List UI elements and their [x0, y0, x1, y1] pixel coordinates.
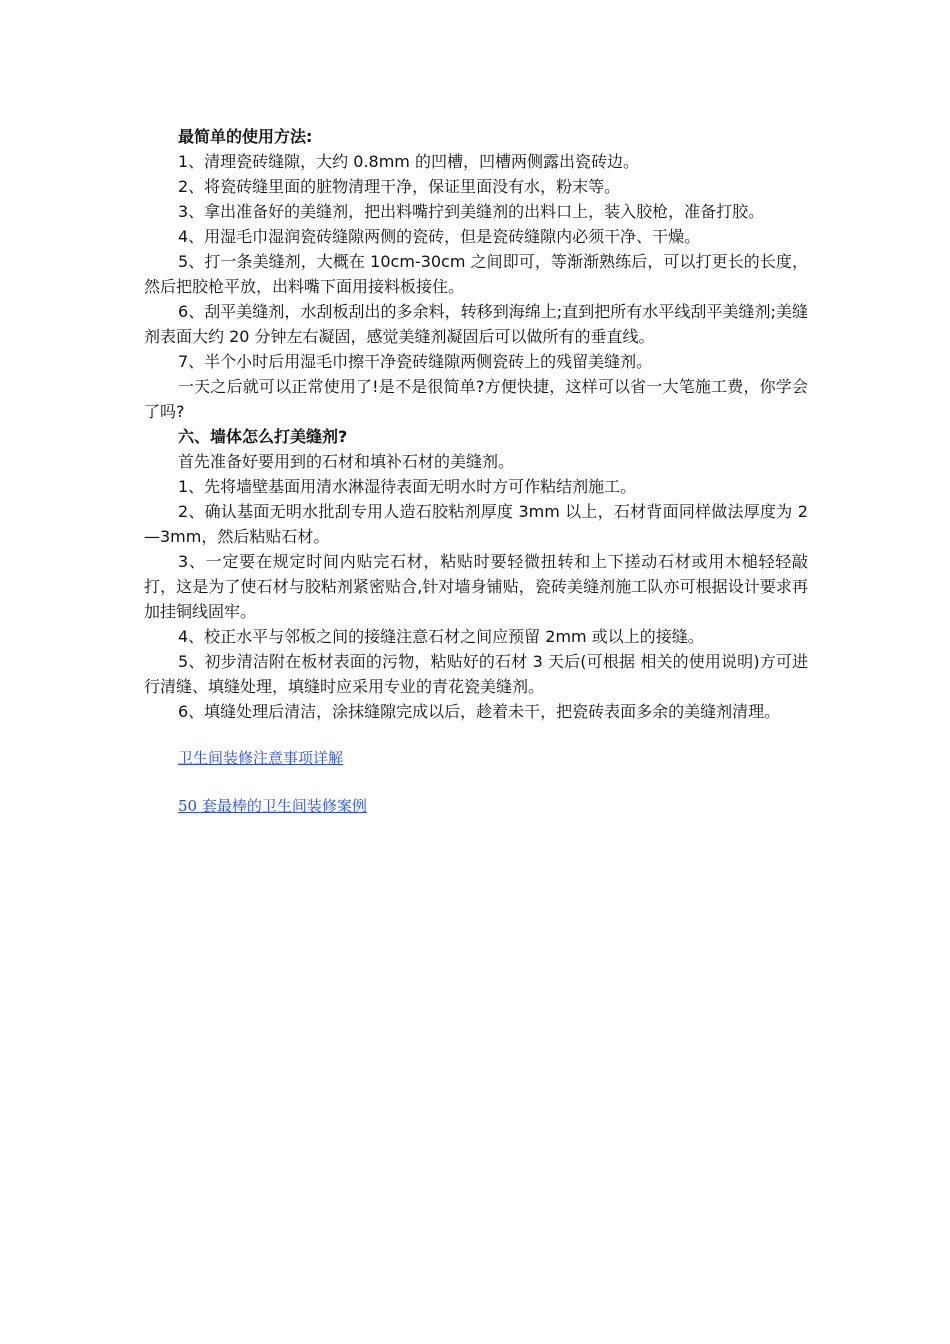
related-links [144, 746, 808, 819]
paragraph: 5、打一条美缝剂，大概在 10cm-30cm 之间即可，等渐渐熟练后，可以打更长的长度，然后把胶枪平放，出料嘴下面用接料板接住。 [144, 252, 808, 296]
paragraph: 6、刮平美缝剂，水刮板刮出的多余料，转移到海绵上;直到把所有水平线刮平美缝剂;美缝剂表面大约 20 分钟左右凝固，感觉美缝剂凝固后可以做所有的垂直线。 [144, 302, 808, 346]
paragraph: 5、初步清洁附在板材表面的污物，粘贴好的石材 3 天后(可根据 相关的使用说明)方可进行清缝、填缝处理，填缝时应采用专业的青花瓷美缝剂。 [144, 652, 808, 696]
paragraph: 1、先将墙壁基面用清水淋湿待表面无明水时方可作粘结剂施工。 [178, 477, 637, 496]
paragraph: 3、拿出准备好的美缝剂，把出料嘴拧到美缝剂的出料口上，装入胶枪，准备打胶。 [178, 202, 765, 221]
paragraph: 4、校正水平与邻板之间的接缝注意石材之间应预留 2mm 或以上的接缝。 [178, 627, 704, 646]
link-bathroom-tips[interactable]: 卫生间装修注意事项详解 [178, 749, 344, 767]
paragraph: 2、确认基面无明水批刮专用人造石胶粘剂厚度 3mm 以上，石材背面同样做法厚度为 2—3mm，然后粘贴石材。 [144, 502, 808, 546]
paragraph: 2、将瓷砖缝里面的脏物清理干净，保证里面没有水，粉末等。 [178, 177, 621, 196]
section-heading-usage: 最简单的使用方法: [178, 127, 313, 146]
link-bathroom-cases[interactable]: 50 套最棒的卫生间装修案例 [178, 797, 367, 815]
paragraph: 6、填缝处理后清洁，涂抹缝隙完成以后，趁着未干，把瓷砖表面多余的美缝剂清理。 [178, 702, 781, 721]
paragraph: 7、半个小时后用湿毛巾擦干净瓷砖缝隙两侧瓷砖上的残留美缝剂。 [178, 352, 653, 371]
paragraph: 首先准备好要用到的石材和填补石材的美缝剂。 [178, 452, 515, 471]
paragraph: 一天之后就可以正常使用了!是不是很简单?方便快捷，这样可以省一大笔施工费，你学会了吗? [144, 377, 808, 421]
section-heading-wall: 六、墙体怎么打美缝剂? [178, 427, 348, 446]
paragraph: 1、清理瓷砖缝隙，大约 0.8mm 的凹槽，凹槽两侧露出瓷砖边。 [178, 152, 639, 171]
paragraph: 4、用湿毛巾湿润瓷砖缝隙两侧的瓷砖，但是瓷砖缝隙内必须干净、干燥。 [178, 227, 701, 246]
document-body [144, 124, 808, 819]
paragraph: 3、一定要在规定时间内贴完石材，粘贴时要轻微扭转和上下搓动石材或用木槌轻轻敲打，这是为了使石材与胶粘剂紧密贴合,针对墙身铺贴，瓷砖美缝剂施工队亦可根据设计要求再加挂铜线固牢。 [144, 552, 808, 621]
